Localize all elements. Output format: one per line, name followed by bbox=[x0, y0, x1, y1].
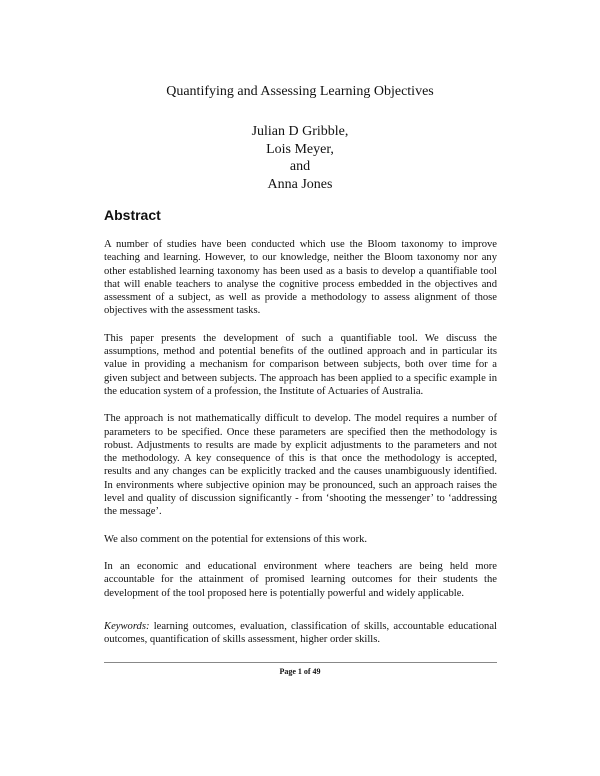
keywords bbox=[104, 620, 497, 647]
author-block bbox=[0, 123, 600, 193]
author-2: Lois Meyer, bbox=[266, 141, 334, 157]
abstract-paragraph-2: This paper presents the development of such a quantifiable tool. We discuss the assumptions, method and potential benefits of the outlined approach and in particular its value in providing a mechanism for comparison between subjects, both over time for a given subject and between subjects. The approach has been applied to a specific example in the education system of a profession, the Institute of Actuaries of Australia. bbox=[104, 332, 497, 397]
footer-divider bbox=[104, 662, 497, 663]
paper-title: Quantifying and Assessing Learning Objectives bbox=[166, 84, 434, 99]
author-conjunction: and bbox=[289, 159, 311, 174]
abstract-paragraph-4: We also comment on the potential for extensions of this work. bbox=[104, 533, 368, 545]
abstract-body bbox=[104, 238, 497, 660]
keywords-text: learning outcomes, evaluation, classification of skills, accountable educational outcomes, quantification of skills assessment, higher order skills. bbox=[104, 620, 497, 646]
abstract-paragraph-1: A number of studies have been conducted which use the Bloom taxonomy to improve teaching and learning. However, to our knowledge, neither the Bloom taxonomy nor any other established learning taxonomy has been used as a basis to develop a quantifiable tool that will enable teachers to analyse the cognitive process embedded in the objectives and assessment of a subject, as well as provide a methodology to assess alignment of those objectives with the assessment tasks. bbox=[104, 239, 497, 317]
author-3: Anna Jones bbox=[267, 176, 333, 192]
abstract-paragraph-3: The approach is not mathematically difficult to develop. The model requires a number of parameters to be specified. Once these parameters are specified then the methodology is robust. Adjustments to results are made by explicit adjustments to the parameters and not the methodology. A key consequence of this is that once the methodology is accepted, results and any changes can be explicitly tracked and the causes unambiguously identified. In environments where subjective opinion may be pronounced, such an approach raises the level and quality of discussion significantly - from ‘shooting the messenger’ to ‘addressing the message’. bbox=[104, 413, 497, 518]
abstract-paragraph-5: In an economic and educational environment where teachers are being held more accountable for the attainment of promised learning outcomes for their students the development of the tool proposed here is potentially powerful and widely applicable. bbox=[104, 560, 497, 599]
page-number: Page 1 of 49 bbox=[279, 667, 321, 676]
keywords-label: Keywords: bbox=[104, 620, 150, 632]
author-1: Julian D Gribble, bbox=[251, 124, 349, 139]
abstract-heading: Abstract bbox=[104, 207, 161, 223]
